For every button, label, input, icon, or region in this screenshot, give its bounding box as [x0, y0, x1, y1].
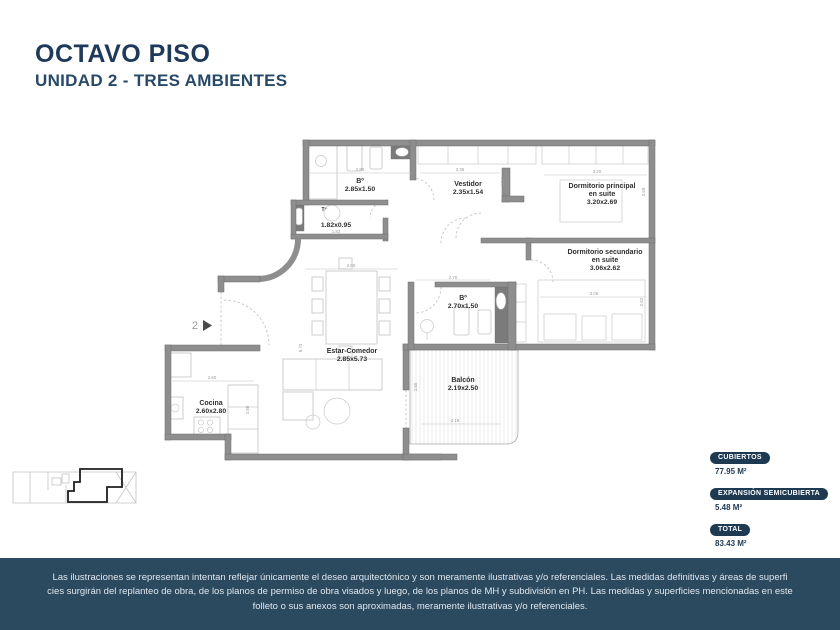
disclaimer-line-2: cies surgirán del replanteo de obra, de los planos de permiso de obra visados y luego, de los planos de MH y subdivisión en PH. Las medidas y superficies mencionadas en este — [47, 586, 793, 598]
room-bath2-dims: 2.70x1.50 — [447, 303, 479, 310]
dim-balcon-h: 2.50 — [413, 382, 418, 392]
room-secundario-dims: 3.06x2.62 — [589, 265, 621, 272]
key-plan-unit-outline — [68, 469, 122, 502]
stat-expansion-badge: EXPANSIÓN SEMICUBIERTA — [710, 488, 828, 500]
page-subtitle: UNIDAD 2 - TRES AMBIENTES — [35, 71, 288, 90]
dim-toilette-w: 1.82 — [331, 229, 341, 234]
room-cocina-dims: 2.60x2.80 — [195, 408, 227, 415]
dim-vestidor-w: 2.35 — [455, 167, 465, 172]
room-balcon-name: Balcón — [451, 377, 475, 384]
room-principal-line2: en suite — [588, 191, 616, 198]
room-principal-dims: 3.20x2.69 — [586, 199, 618, 206]
floor-plan — [150, 130, 690, 470]
room-toilette-name: Tº — [321, 207, 327, 213]
dim-cocina-w: 2.60 — [207, 375, 217, 380]
area-stats — [710, 446, 838, 554]
stat-cubiertos-value: 77.95 M² — [715, 467, 747, 476]
key-plan — [8, 460, 148, 516]
disclaimer-line-3: folleto o sus anexos son aproximadas, meramente ilustrativas y/o referenciales. — [252, 600, 588, 612]
room-bath2-name: Bº — [459, 295, 467, 302]
room-bath1-name: Bº — [356, 178, 364, 185]
room-estar-name: Estar-Comedor — [326, 348, 378, 355]
page-title: OCTAVO PISO — [35, 40, 211, 68]
entrance-arrow-icon — [203, 320, 212, 331]
entrance-number: 2 — [191, 320, 198, 332]
disclaimer-line-1: Las ilustraciones se representan intentan reflejar únicamente el deseo arquitectónico y son meramente ilustrativas y/o referenciales. Las medidas definitivas y áreas de superfi — [52, 572, 788, 583]
room-estar-dims: 2.85x5.73 — [336, 356, 368, 363]
dim-secundario-w: 3.06 — [589, 291, 599, 296]
stat-expansion — [710, 482, 838, 512]
stat-total — [710, 518, 838, 548]
room-vestidor-name: Vestidor — [454, 181, 482, 188]
disclaimer-bar — [0, 558, 840, 630]
dim-principal-h: 2.69 — [641, 187, 646, 197]
room-vestidor-dims: 2.35x1.54 — [452, 189, 484, 196]
page-header — [35, 40, 287, 91]
room-balcon-dims: 2.19x2.50 — [447, 385, 479, 392]
stat-expansion-value: 5.48 M² — [715, 503, 743, 512]
stat-cubiertos — [710, 446, 838, 476]
stat-cubiertos-badge: CUBIERTOS — [710, 452, 770, 464]
dim-principal-w: 3.20 — [592, 169, 602, 174]
dim-balcon-w: 2.19 — [450, 418, 460, 423]
stat-total-value: 83.43 M² — [715, 539, 747, 548]
room-secundario-line2: en suite — [591, 257, 619, 264]
dim-table-w: 2.05 — [346, 263, 356, 268]
dim-secundario-h: 2.62 — [639, 297, 644, 307]
disclaimer-text — [0, 558, 840, 614]
entrance-marker — [192, 320, 212, 332]
room-toilette-dims: 1.82x0.95 — [320, 222, 352, 229]
room-principal-name: Dormitorio principal — [568, 183, 636, 190]
dim-bath2-w: 2.70 — [448, 275, 458, 280]
room-secundario-name: Dormitorio secundario — [567, 249, 643, 256]
dim-vestidor-h: 1.54 — [500, 177, 505, 187]
dim-cocina-h: 2.80 — [245, 405, 250, 415]
balcony-deck — [410, 350, 518, 444]
dim-bath1-w: 2.85 — [355, 167, 365, 172]
dim-estar-h: 5.73 — [298, 343, 303, 353]
room-cocina-name: Cocina — [199, 400, 223, 407]
room-bath1-dims: 2.85x1.50 — [344, 186, 376, 193]
stat-total-badge: TOTAL — [710, 524, 750, 536]
